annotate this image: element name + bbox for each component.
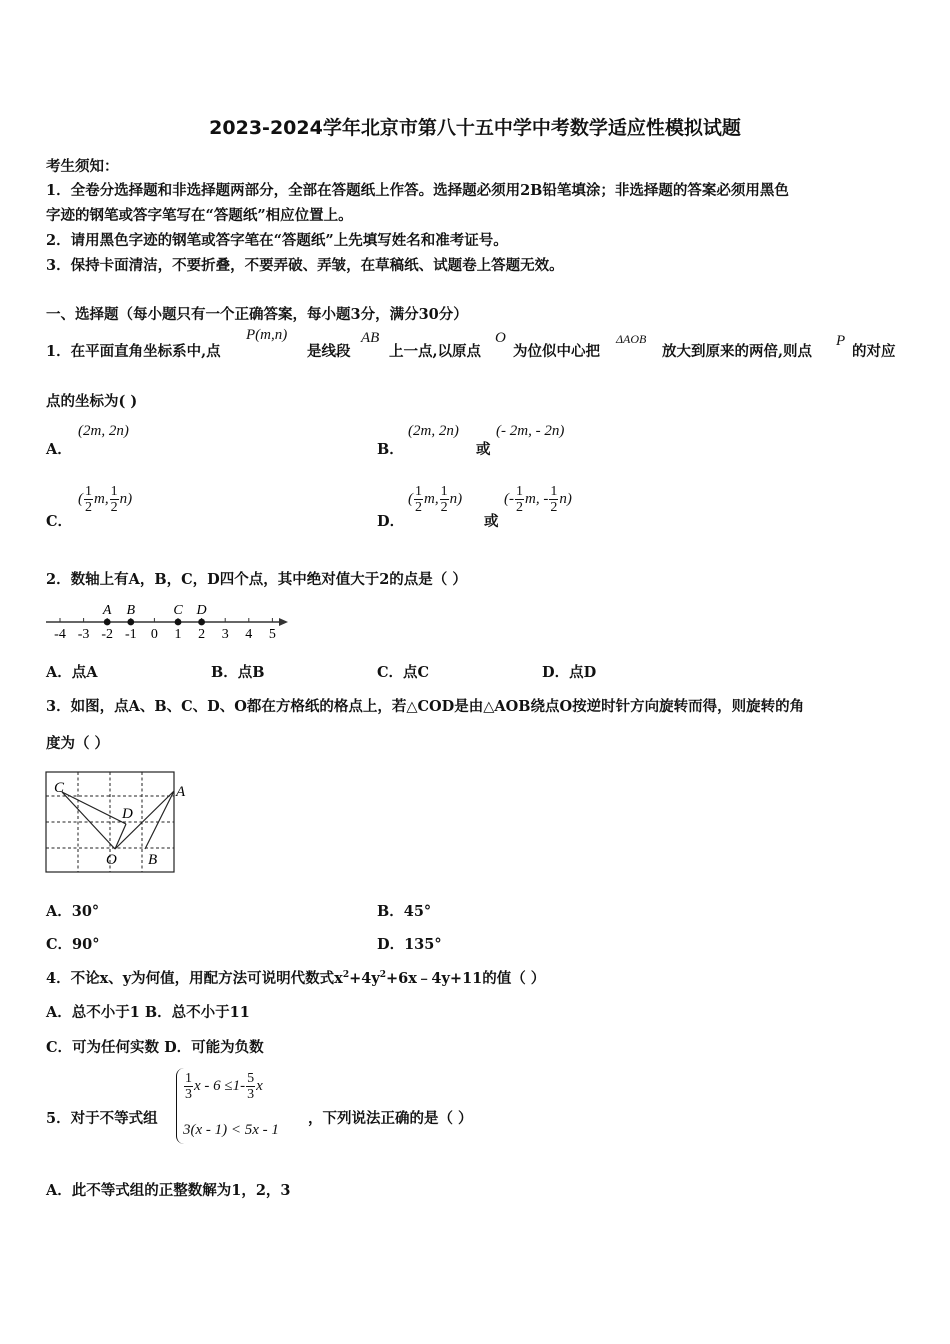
point-label-c: C: [173, 603, 183, 618]
q1-text-4: 为位似中心把: [513, 343, 600, 360]
notice-item-1-line-2: 字迹的钢笔或答字笔写在“答题纸”相应位置上。: [46, 207, 353, 224]
q3-text-line-2: 度为（ ）: [46, 735, 110, 752]
segment-do: [115, 824, 126, 849]
q1-text-2: 是线段: [307, 343, 351, 360]
fig-label-a: A: [176, 784, 186, 800]
q3-option-b[interactable]: B．45°: [377, 903, 432, 920]
q3-option-d[interactable]: D．135°: [377, 936, 442, 953]
notice-heading: 考生须知：: [46, 158, 119, 175]
tick-label: 2: [198, 627, 206, 642]
q2-option-a[interactable]: A．点A: [46, 664, 98, 681]
q3-text-line-1: 3．如图，点A、B、C、D、O都在方格纸的格点上，若△COD是由△AOB绕点O按逆时针方向旋转而得，则旋转的角: [46, 698, 805, 715]
q1-triangle-aob: ΔAOB: [616, 332, 647, 346]
point-c: [175, 619, 182, 626]
q1-segment-ab: AB: [361, 330, 380, 346]
q1-option-c-label[interactable]: C．: [46, 513, 73, 530]
q3-grid-figure: [42, 768, 192, 878]
tick-label: 5: [268, 627, 276, 642]
q1-option-a-value: (2m, 2n): [78, 423, 129, 439]
point-label-b: B: [126, 603, 136, 618]
q1-text-line-2: 点的坐标为( ): [46, 393, 138, 410]
q2-option-b[interactable]: B．点B: [211, 664, 265, 681]
q1-option-b-label[interactable]: B．: [377, 441, 404, 458]
q1-option-d-label[interactable]: D．: [377, 513, 405, 530]
q4-options-line-2[interactable]: C．可为任何实数 D．可能为负数: [46, 1039, 264, 1056]
q4-text: 4．不论x、y为何值，用配方法可说明代数式$x^2+4y^2+6x﹣4y+11$的值（ ）: [46, 970, 546, 987]
q1-text-1: 1．在平面直角坐标系中,点: [46, 343, 221, 360]
q1-point-p: P(m,n): [246, 327, 288, 343]
tick-label: -4: [54, 627, 66, 642]
number-line-arrow: [279, 618, 288, 626]
q1-option-d-or: 或: [484, 513, 499, 530]
q2-text: 2．数轴上有A，B，C，D四个点，其中绝对值大于2的点是（ ）: [46, 571, 467, 588]
point-a: [104, 619, 111, 626]
q1-option-b-value-2: (- 2m, - 2n): [496, 423, 565, 439]
q1-option-b-value-1: (2m, 2n): [408, 423, 459, 439]
q1-point-p-2: P: [836, 333, 846, 349]
fig-label-d: D: [122, 806, 133, 822]
fig-label-c: C: [54, 780, 65, 796]
segment-co: [62, 792, 115, 849]
section-heading: 一、选择题（每小题只有一个正确答案，每小题3分，满分30分）: [46, 306, 468, 323]
q5-option-a[interactable]: A．此不等式组的正整数解为1，2，3: [46, 1182, 291, 1199]
q1-option-b-or: 或: [476, 441, 491, 458]
q3-option-a[interactable]: A．30°: [46, 903, 100, 920]
tick-label: -2: [101, 627, 114, 642]
q5-inequality-1: $\frac{1}{3}$ x - 6 ≤1- $\frac{5}{3}$ x: [185, 1071, 263, 1102]
point-label-a: A: [102, 603, 112, 618]
fig-label-b: B: [148, 852, 158, 868]
q5-text-pre: 5．对于不等式组: [46, 1110, 158, 1127]
q4-options-line-1[interactable]: A．总不小于1 B．总不小于11: [46, 1004, 250, 1021]
q1-option-c-value: ( $\frac{1}{2}$ m, $\frac{1}{2}$ n): [78, 484, 133, 515]
tick-label: -1: [124, 627, 137, 642]
point-b: [127, 619, 134, 626]
page-title: 2023-2024学年北京市第八十五中学中考数学适应性模拟试题: [209, 117, 741, 139]
notice-item-3: 3．保持卡面清洁，不要折叠，不要弄破、弄皱，在草稿纸、试题卷上答题无效。: [46, 257, 564, 274]
q1-text-6: 的对应: [852, 343, 896, 360]
tick-label: 0: [150, 627, 158, 642]
q1-origin-o: O: [495, 330, 506, 346]
q5-inequality-2: 3(x - 1) < 5x - 1: [183, 1122, 279, 1138]
segment-cd: [62, 792, 126, 824]
notice-item-1-line-1: 1．全卷分选择题和非选择题两部分，全部在答题纸上作答。选择题必须用2B铅笔填涂；非选择题的答案必须用黑色: [46, 182, 789, 199]
tick-label: 4: [245, 627, 253, 642]
q1-text-5: 放大到原来的两倍,则点: [662, 343, 813, 360]
point-d: [198, 619, 205, 626]
fig-label-o: O: [106, 852, 117, 868]
q5-text-post: ，下列说法正确的是（ ）: [308, 1110, 473, 1127]
q2-number-line-figure: [44, 598, 290, 644]
q2-option-d[interactable]: D．点D: [542, 664, 597, 681]
q3-option-c[interactable]: C．90°: [46, 936, 100, 953]
notice-item-2: 2．请用黑色字迹的钢笔或答字笔在“答题纸”上先填写姓名和准考证号。: [46, 232, 508, 249]
tick-label: -3: [77, 627, 90, 642]
point-label-d: D: [196, 603, 207, 618]
q2-option-c[interactable]: C．点C: [377, 664, 430, 681]
q1-option-d-value-1: ( $\frac{1}{2}$ m, $\frac{1}{2}$ n): [408, 484, 463, 515]
segment-ab: [145, 791, 174, 849]
q1-option-d-value-2: (- $\frac{1}{2}$ m, - $\frac{1}{2}$ n): [504, 484, 572, 515]
tick-label: 3: [221, 627, 229, 642]
q1-option-a-label[interactable]: A．: [46, 441, 72, 458]
q1-text-3: 上一点,以原点: [389, 343, 482, 360]
tick-label: 1: [174, 627, 182, 642]
